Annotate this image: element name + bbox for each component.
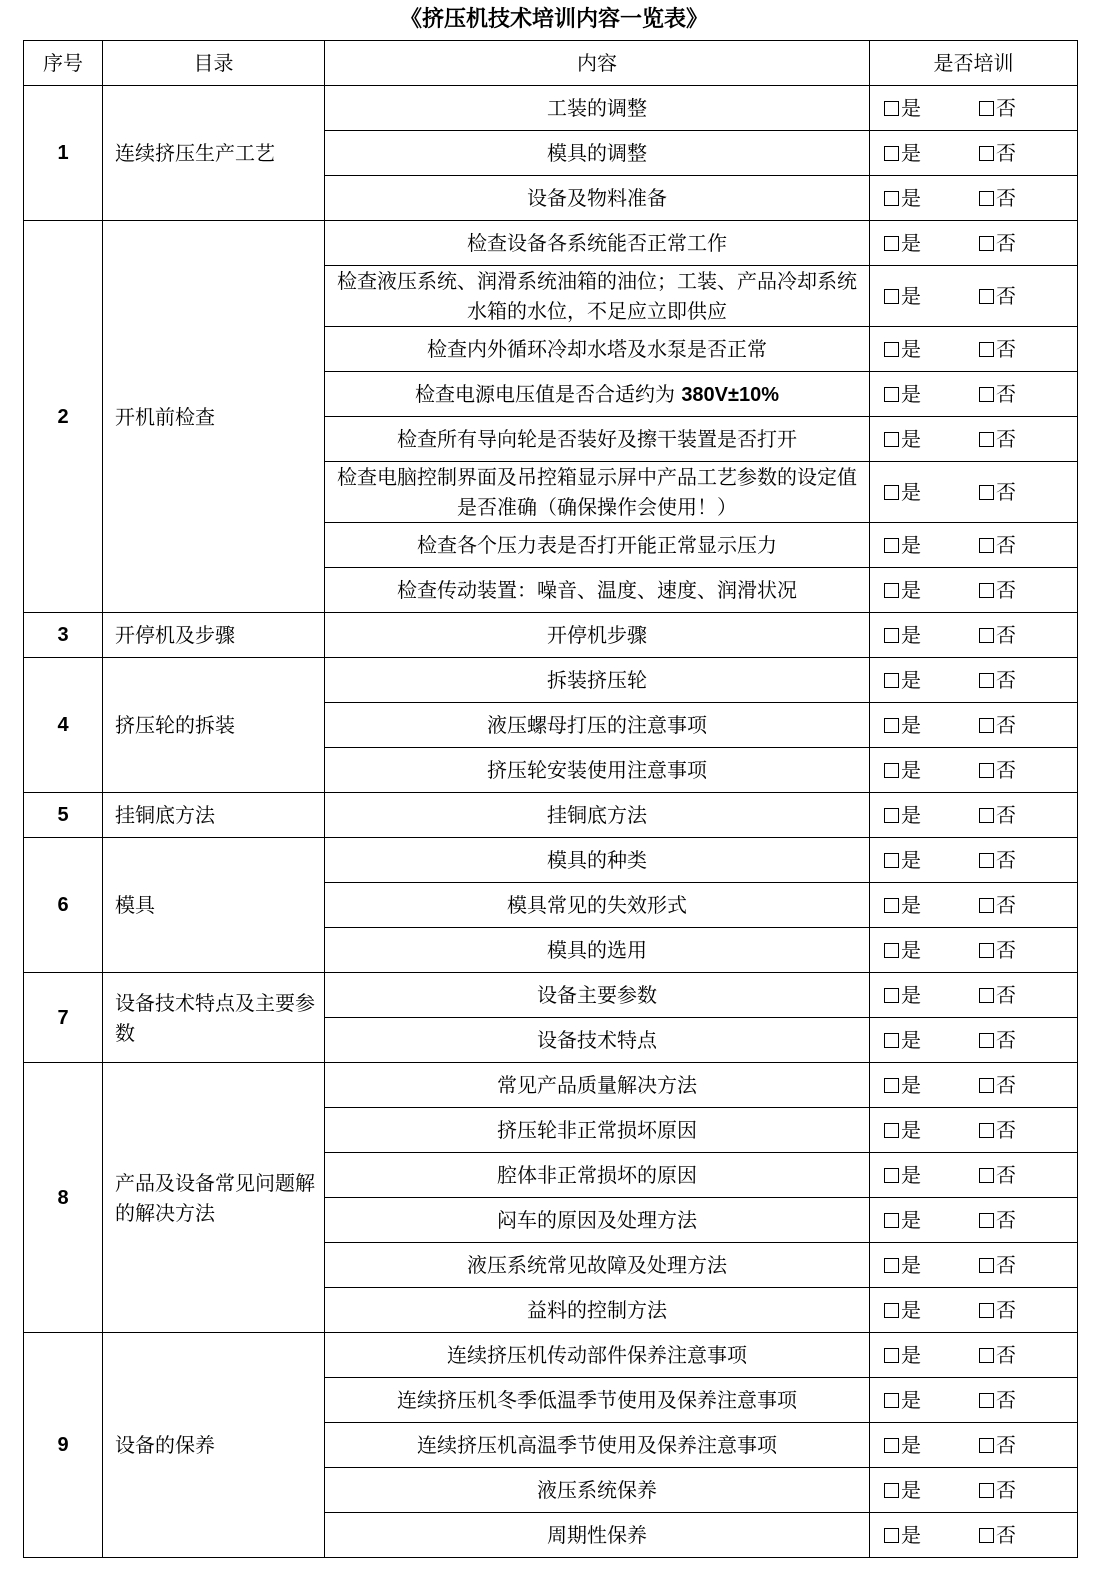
row-seq: 1 <box>24 86 103 221</box>
trained-no-option[interactable] <box>979 228 1016 258</box>
trained-yes-option[interactable] <box>884 665 921 695</box>
trained-no-option[interactable] <box>979 1385 1016 1415</box>
option-label-yes: 是 <box>901 337 921 361</box>
checkbox-no[interactable] <box>979 387 994 402</box>
checkbox-yes[interactable] <box>884 1303 899 1318</box>
checkbox-no[interactable] <box>979 763 994 778</box>
row-content: 挤压轮安装使用注意事项 <box>325 748 870 793</box>
trained-no-option[interactable] <box>979 281 1016 311</box>
trained-no-option[interactable] <box>979 1430 1016 1460</box>
trained-options <box>870 86 1078 131</box>
trained-no-option[interactable] <box>979 379 1016 409</box>
trained-options <box>870 1108 1078 1153</box>
trained-yes-option[interactable] <box>884 890 921 920</box>
checkbox-yes[interactable] <box>884 1348 899 1363</box>
row-content: 常见产品质量解决方法 <box>325 1063 870 1108</box>
option-label-yes: 是 <box>901 1433 921 1457</box>
row-directory: 设备的保养 <box>103 1333 325 1558</box>
row-content: 模具的选用 <box>325 928 870 973</box>
option-label-no: 否 <box>996 1163 1016 1187</box>
trained-options <box>870 658 1078 703</box>
checkbox-no[interactable] <box>979 485 994 500</box>
row-seq: 9 <box>24 1333 103 1558</box>
checkbox-yes[interactable] <box>884 673 899 688</box>
option-label-yes: 是 <box>901 938 921 962</box>
table-row <box>24 1333 1078 1378</box>
checkbox-no[interactable] <box>979 898 994 913</box>
option-label-yes: 是 <box>901 1388 921 1412</box>
option-label-yes: 是 <box>901 533 921 557</box>
trained-yes-option[interactable] <box>884 620 921 650</box>
option-label-no: 否 <box>996 1028 1016 1052</box>
option-label-yes: 是 <box>901 578 921 602</box>
trained-options <box>870 1153 1078 1198</box>
trained-no-option[interactable] <box>979 183 1016 213</box>
option-label-no: 否 <box>996 1478 1016 1502</box>
checkbox-yes[interactable] <box>884 1168 899 1183</box>
checkbox-no[interactable] <box>979 808 994 823</box>
checkbox-no[interactable] <box>979 1258 994 1273</box>
table-body <box>24 86 1078 1558</box>
trained-no-option[interactable] <box>979 424 1016 454</box>
row-content: 开停机步骤 <box>325 613 870 658</box>
trained-no-option[interactable] <box>979 1025 1016 1055</box>
row-content: 连续挤压机冬季低温季节使用及保养注意事项 <box>325 1378 870 1423</box>
option-label-yes: 是 <box>901 1163 921 1187</box>
trained-yes-option[interactable] <box>884 1250 921 1280</box>
option-label-yes: 是 <box>901 382 921 406</box>
checkbox-yes[interactable] <box>884 191 899 206</box>
option-label-yes: 是 <box>901 803 921 827</box>
row-content: 设备技术特点 <box>325 1018 870 1063</box>
option-label-yes: 是 <box>901 893 921 917</box>
checkbox-yes[interactable] <box>884 432 899 447</box>
trained-yes-option[interactable] <box>884 845 921 875</box>
trained-options <box>870 928 1078 973</box>
row-content: 液压系统保养 <box>325 1468 870 1513</box>
trained-no-option[interactable] <box>979 477 1016 507</box>
option-label-yes: 是 <box>901 1478 921 1502</box>
option-label-yes: 是 <box>901 1028 921 1052</box>
trained-yes-option[interactable] <box>884 1430 921 1460</box>
option-label-yes: 是 <box>901 480 921 504</box>
trained-options <box>870 1243 1078 1288</box>
checkbox-no[interactable] <box>979 1213 994 1228</box>
checkbox-no[interactable] <box>979 1438 994 1453</box>
trained-options <box>870 703 1078 748</box>
trained-yes-option[interactable] <box>884 1025 921 1055</box>
trained-no-option[interactable] <box>979 800 1016 830</box>
trained-yes-option[interactable] <box>884 424 921 454</box>
option-label-no: 否 <box>996 983 1016 1007</box>
checkbox-no[interactable] <box>979 236 994 251</box>
option-label-yes: 是 <box>901 1523 921 1547</box>
trained-yes-option[interactable] <box>884 1340 921 1370</box>
trained-yes-option[interactable] <box>884 530 921 560</box>
trained-no-option[interactable] <box>979 665 1016 695</box>
option-label-no: 否 <box>996 1118 1016 1142</box>
trained-no-option[interactable] <box>979 1205 1016 1235</box>
header-seq: 序号 <box>24 41 103 86</box>
option-label-no: 否 <box>996 186 1016 210</box>
row-directory: 挂铜底方法 <box>103 793 325 838</box>
option-label-yes: 是 <box>901 983 921 1007</box>
trained-options <box>870 462 1078 523</box>
trained-yes-option[interactable] <box>884 1520 921 1550</box>
row-seq: 2 <box>24 221 103 613</box>
trained-no-option[interactable] <box>979 530 1016 560</box>
option-label-no: 否 <box>996 938 1016 962</box>
trained-yes-option[interactable] <box>884 334 921 364</box>
option-label-yes: 是 <box>901 623 921 647</box>
checkbox-no[interactable] <box>979 853 994 868</box>
option-label-yes: 是 <box>901 713 921 737</box>
trained-yes-option[interactable] <box>884 935 921 965</box>
trained-options <box>870 1378 1078 1423</box>
row-directory: 产品及设备常见问题解的解决方法 <box>103 1063 325 1333</box>
option-label-no: 否 <box>996 893 1016 917</box>
option-label-no: 否 <box>996 623 1016 647</box>
option-label-no: 否 <box>996 713 1016 737</box>
option-label-no: 否 <box>996 1433 1016 1457</box>
row-content: 模具的调整 <box>325 131 870 176</box>
row-content: 周期性保养 <box>325 1513 870 1558</box>
option-label-yes: 是 <box>901 848 921 872</box>
checkbox-no[interactable] <box>979 1078 994 1093</box>
checkbox-no[interactable] <box>979 1393 994 1408</box>
checkbox-no[interactable] <box>979 191 994 206</box>
checkbox-yes[interactable] <box>884 718 899 733</box>
row-content: 设备及物料准备 <box>325 176 870 221</box>
row-content: 闷车的原因及处理方法 <box>325 1198 870 1243</box>
option-label-no: 否 <box>996 1253 1016 1277</box>
trained-options <box>870 1198 1078 1243</box>
voltage-value: 380V±10% <box>681 383 780 406</box>
checkbox-no[interactable] <box>979 988 994 1003</box>
header-row <box>24 41 1078 86</box>
trained-no-option[interactable] <box>979 138 1016 168</box>
trained-no-option[interactable] <box>979 620 1016 650</box>
trained-no-option[interactable] <box>979 980 1016 1010</box>
trained-no-option[interactable] <box>979 890 1016 920</box>
option-label-no: 否 <box>996 1388 1016 1412</box>
option-label-yes: 是 <box>901 758 921 782</box>
trained-yes-option[interactable] <box>884 1385 921 1415</box>
table-row <box>24 613 1078 658</box>
trained-options <box>870 1063 1078 1108</box>
table-row <box>24 86 1078 131</box>
trained-no-option[interactable] <box>979 1520 1016 1550</box>
option-label-yes: 是 <box>901 1298 921 1322</box>
trained-yes-option[interactable] <box>884 138 921 168</box>
trained-options <box>870 176 1078 221</box>
trained-yes-option[interactable] <box>884 477 921 507</box>
row-content: 检查各个压力表是否打开能正常显示压力 <box>325 523 870 568</box>
trained-no-option[interactable] <box>979 1160 1016 1190</box>
row-content: 检查液压系统、润滑系统油箱的油位；工装、产品冷却系统水箱的水位，不足应立即供应 <box>325 266 870 327</box>
option-label-yes: 是 <box>901 141 921 165</box>
checkbox-yes[interactable] <box>884 1123 899 1138</box>
checkbox-yes[interactable] <box>884 808 899 823</box>
option-label-no: 否 <box>996 231 1016 255</box>
checkbox-no[interactable] <box>979 289 994 304</box>
row-content: 液压系统常见故障及处理方法 <box>325 1243 870 1288</box>
row-directory: 模具 <box>103 838 325 973</box>
checkbox-yes[interactable] <box>884 1483 899 1498</box>
checkbox-yes[interactable] <box>884 1393 899 1408</box>
option-label-no: 否 <box>996 803 1016 827</box>
option-label-no: 否 <box>996 96 1016 120</box>
trained-yes-option[interactable] <box>884 1475 921 1505</box>
checkbox-yes[interactable] <box>884 1438 899 1453</box>
trained-options <box>870 793 1078 838</box>
row-content: 腔体非正常损坏的原因 <box>325 1153 870 1198</box>
checkbox-yes[interactable] <box>884 1033 899 1048</box>
trained-no-option[interactable] <box>979 575 1016 605</box>
row-seq: 6 <box>24 838 103 973</box>
row-seq: 8 <box>24 1063 103 1333</box>
trained-no-option[interactable] <box>979 1295 1016 1325</box>
option-label-no: 否 <box>996 284 1016 308</box>
checkbox-yes[interactable] <box>884 943 899 958</box>
checkbox-no[interactable] <box>979 1483 994 1498</box>
checkbox-no[interactable] <box>979 1168 994 1183</box>
checkbox-yes[interactable] <box>884 1528 899 1543</box>
trained-yes-option[interactable] <box>884 1205 921 1235</box>
trained-yes-option[interactable] <box>884 1295 921 1325</box>
training-table <box>23 40 1078 1558</box>
trained-options <box>870 1513 1078 1558</box>
checkbox-yes[interactable] <box>884 1258 899 1273</box>
trained-yes-option[interactable] <box>884 755 921 785</box>
checkbox-yes[interactable] <box>884 236 899 251</box>
trained-no-option[interactable] <box>979 1475 1016 1505</box>
trained-no-option[interactable] <box>979 334 1016 364</box>
trained-yes-option[interactable] <box>884 1070 921 1100</box>
checkbox-no[interactable] <box>979 538 994 553</box>
trained-yes-option[interactable] <box>884 1115 921 1145</box>
option-label-yes: 是 <box>901 1253 921 1277</box>
table-row <box>24 221 1078 266</box>
row-content: 连续挤压机传动部件保养注意事项 <box>325 1333 870 1378</box>
option-label-yes: 是 <box>901 427 921 451</box>
trained-yes-option[interactable] <box>884 980 921 1010</box>
trained-options <box>870 523 1078 568</box>
option-label-no: 否 <box>996 758 1016 782</box>
option-label-no: 否 <box>996 578 1016 602</box>
row-content: 检查传动装置：噪音、温度、速度、润滑状况 <box>325 568 870 613</box>
option-label-no: 否 <box>996 1208 1016 1232</box>
option-label-yes: 是 <box>901 1073 921 1097</box>
trained-no-option[interactable] <box>979 710 1016 740</box>
row-seq: 5 <box>24 793 103 838</box>
row-content: 工装的调整 <box>325 86 870 131</box>
trained-yes-option[interactable] <box>884 93 921 123</box>
header-trained: 是否培训 <box>870 41 1078 86</box>
table-row <box>24 838 1078 883</box>
header-content: 内容 <box>325 41 870 86</box>
trained-options <box>870 1018 1078 1063</box>
option-label-no: 否 <box>996 337 1016 361</box>
trained-options <box>870 1333 1078 1378</box>
option-label-no: 否 <box>996 141 1016 165</box>
row-seq: 7 <box>24 973 103 1063</box>
checkbox-yes[interactable] <box>884 898 899 913</box>
trained-yes-option[interactable] <box>884 379 921 409</box>
row-directory: 设备技术特点及主要参数 <box>103 973 325 1063</box>
row-content: 模具常见的失效形式 <box>325 883 870 928</box>
checkbox-yes[interactable] <box>884 583 899 598</box>
option-label-yes: 是 <box>901 1208 921 1232</box>
trained-no-option[interactable] <box>979 1340 1016 1370</box>
trained-yes-option[interactable] <box>884 575 921 605</box>
row-directory: 开机前检查 <box>103 221 325 613</box>
option-label-yes: 是 <box>901 1343 921 1367</box>
trained-options <box>870 221 1078 266</box>
trained-options <box>870 417 1078 462</box>
option-label-no: 否 <box>996 480 1016 504</box>
trained-yes-option[interactable] <box>884 1160 921 1190</box>
checkbox-no[interactable] <box>979 1033 994 1048</box>
row-content: 检查设备各系统能否正常工作 <box>325 221 870 266</box>
checkbox-yes[interactable] <box>884 1078 899 1093</box>
row-content: 设备主要参数 <box>325 973 870 1018</box>
trained-options <box>870 131 1078 176</box>
checkbox-yes[interactable] <box>884 387 899 402</box>
option-label-yes: 是 <box>901 96 921 120</box>
option-label-yes: 是 <box>901 284 921 308</box>
trained-options <box>870 838 1078 883</box>
row-content: 液压螺母打压的注意事项 <box>325 703 870 748</box>
option-label-no: 否 <box>996 1073 1016 1097</box>
row-content: 检查电源电压值是否合适约为 380V±10% <box>325 372 870 417</box>
trained-yes-option[interactable] <box>884 800 921 830</box>
trained-options <box>870 973 1078 1018</box>
option-label-yes: 是 <box>901 186 921 210</box>
table-row <box>24 793 1078 838</box>
row-seq: 3 <box>24 613 103 658</box>
option-label-no: 否 <box>996 1523 1016 1547</box>
option-label-yes: 是 <box>901 231 921 255</box>
checkbox-yes[interactable] <box>884 628 899 643</box>
row-content: 连续挤压机高温季节使用及保养注意事项 <box>325 1423 870 1468</box>
trained-no-option[interactable] <box>979 93 1016 123</box>
checkbox-no[interactable] <box>979 1123 994 1138</box>
trained-no-option[interactable] <box>979 1115 1016 1145</box>
checkbox-no[interactable] <box>979 342 994 357</box>
row-content: 检查内外循环冷却水塔及水泵是否正常 <box>325 327 870 372</box>
option-label-yes: 是 <box>901 668 921 692</box>
table-row <box>24 1063 1078 1108</box>
checkbox-yes[interactable] <box>884 342 899 357</box>
checkbox-no[interactable] <box>979 583 994 598</box>
trained-no-option[interactable] <box>979 755 1016 785</box>
row-content: 挤压轮非正常损坏原因 <box>325 1108 870 1153</box>
trained-options <box>870 266 1078 327</box>
checkbox-yes[interactable] <box>884 485 899 500</box>
row-directory: 连续挤压生产工艺 <box>103 86 325 221</box>
checkbox-yes[interactable] <box>884 763 899 778</box>
trained-yes-option[interactable] <box>884 710 921 740</box>
row-content: 检查所有导向轮是否装好及擦干装置是否打开 <box>325 417 870 462</box>
checkbox-no[interactable] <box>979 718 994 733</box>
option-label-yes: 是 <box>901 1118 921 1142</box>
row-directory: 挤压轮的拆装 <box>103 658 325 793</box>
checkbox-no[interactable] <box>979 1303 994 1318</box>
option-label-no: 否 <box>996 427 1016 451</box>
trained-yes-option[interactable] <box>884 183 921 213</box>
checkbox-yes[interactable] <box>884 1213 899 1228</box>
row-content: 模具的种类 <box>325 838 870 883</box>
checkbox-no[interactable] <box>979 1528 994 1543</box>
checkbox-yes[interactable] <box>884 538 899 553</box>
checkbox-yes[interactable] <box>884 101 899 116</box>
trained-options <box>870 883 1078 928</box>
trained-no-option[interactable] <box>979 845 1016 875</box>
trained-options <box>870 1423 1078 1468</box>
checkbox-yes[interactable] <box>884 146 899 161</box>
checkbox-yes[interactable] <box>884 289 899 304</box>
row-content: 检查电脑控制界面及吊控箱显示屏中产品工艺参数的设定值是否准确（确保操作会使用！） <box>325 462 870 523</box>
table-row <box>24 973 1078 1018</box>
checkbox-yes[interactable] <box>884 988 899 1003</box>
page-title: 《挤压机技术培训内容一览表》 <box>399 7 708 32</box>
option-label-no: 否 <box>996 1343 1016 1367</box>
trained-no-option[interactable] <box>979 1250 1016 1280</box>
option-label-no: 否 <box>996 668 1016 692</box>
checkbox-no[interactable] <box>979 101 994 116</box>
trained-options <box>870 1468 1078 1513</box>
checkbox-no[interactable] <box>979 146 994 161</box>
checkbox-no[interactable] <box>979 673 994 688</box>
trained-options <box>870 613 1078 658</box>
checkbox-no[interactable] <box>979 432 994 447</box>
row-content: 拆装挤压轮 <box>325 658 870 703</box>
trained-options <box>870 327 1078 372</box>
trained-yes-option[interactable] <box>884 281 921 311</box>
row-directory: 开停机及步骤 <box>103 613 325 658</box>
trained-yes-option[interactable] <box>884 228 921 258</box>
trained-options <box>870 1288 1078 1333</box>
option-label-no: 否 <box>996 382 1016 406</box>
row-content: 挂铜底方法 <box>325 793 870 838</box>
trained-no-option[interactable] <box>979 1070 1016 1100</box>
trained-options <box>870 372 1078 417</box>
table-row <box>24 658 1078 703</box>
checkbox-no[interactable] <box>979 1348 994 1363</box>
option-label-no: 否 <box>996 848 1016 872</box>
checkbox-yes[interactable] <box>884 853 899 868</box>
checkbox-no[interactable] <box>979 943 994 958</box>
header-dir: 目录 <box>103 41 325 86</box>
row-seq: 4 <box>24 658 103 793</box>
option-label-no: 否 <box>996 1298 1016 1322</box>
row-content: 益料的控制方法 <box>325 1288 870 1333</box>
trained-options <box>870 568 1078 613</box>
trained-options <box>870 748 1078 793</box>
trained-no-option[interactable] <box>979 935 1016 965</box>
checkbox-no[interactable] <box>979 628 994 643</box>
option-label-no: 否 <box>996 533 1016 557</box>
